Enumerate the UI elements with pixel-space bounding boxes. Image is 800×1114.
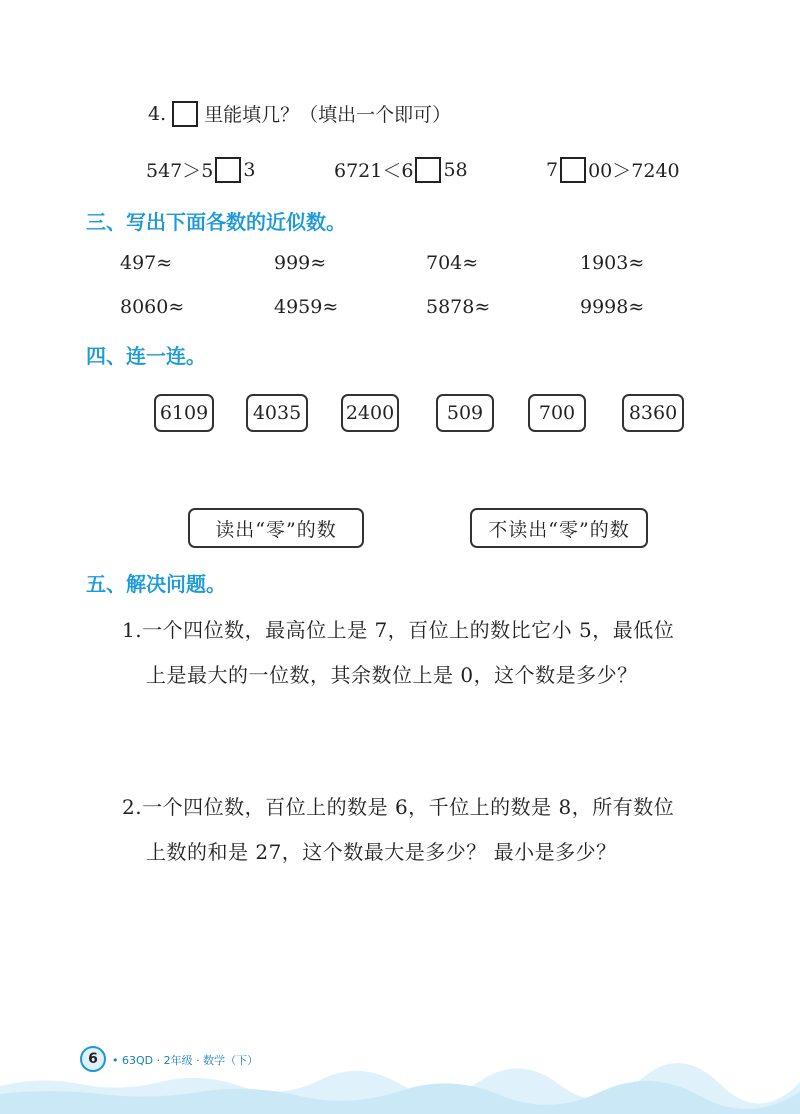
problem-2 xyxy=(122,785,674,875)
approx-item: 999≈ xyxy=(274,252,327,274)
problem-2-line2: 上数的和是 27，这个数最大是多少？ 最小是多少？ xyxy=(146,840,617,864)
q4-item-1-blank[interactable] xyxy=(215,157,241,183)
number-card[interactable]: 6109 xyxy=(154,394,214,432)
q4-item-2-after: 58 xyxy=(443,158,468,181)
q4-item-1 xyxy=(146,156,255,183)
q4-item-2-blank[interactable] xyxy=(415,157,441,183)
q4-item-3-blank[interactable] xyxy=(560,157,586,183)
approx-item: 5878≈ xyxy=(426,296,491,318)
q4-number: 4. xyxy=(148,102,167,125)
approx-item: 704≈ xyxy=(426,252,479,274)
approx-item: 9998≈ xyxy=(580,296,645,318)
footer-label: • 63QD · 2年级 · 数学（下） xyxy=(112,1054,259,1067)
q4-item-1-after: 3 xyxy=(243,158,256,181)
number-card[interactable]: 509 xyxy=(436,394,494,432)
number-card[interactable]: 4035 xyxy=(246,394,308,432)
q4-item-2-before: 6721＜6 xyxy=(334,160,414,182)
approx-item: 1903≈ xyxy=(580,252,645,274)
q4-item-2 xyxy=(334,156,468,183)
category-no-zero[interactable]: 不读出“零”的数 xyxy=(470,508,648,548)
section5-title: 五、解决问题。 xyxy=(86,572,226,596)
q4-item-3 xyxy=(546,156,680,183)
problem-1-line2: 上是最大的一位数，其余数位上是 0，这个数是多少？ xyxy=(146,663,638,687)
q4-item-3-after: 00＞7240 xyxy=(588,160,680,182)
number-card[interactable]: 2400 xyxy=(341,394,399,432)
approx-item: 497≈ xyxy=(120,252,173,274)
number-card[interactable]: 700 xyxy=(528,394,586,432)
blank-box[interactable] xyxy=(172,101,198,127)
number-card[interactable]: 8360 xyxy=(622,394,684,432)
page-number: 6 xyxy=(80,1046,106,1072)
q4-item-1-before: 547＞5 xyxy=(146,160,214,182)
q4-prompt-text: 里能填几？（填出一个即可） xyxy=(204,104,452,126)
section4-title: 四、连一连。 xyxy=(86,344,206,368)
problem-1 xyxy=(122,608,674,698)
problem-1-line1: 1.一个四位数，最高位上是 7，百位上的数比它小 5，最低位 xyxy=(122,618,675,642)
q4-prompt xyxy=(148,100,451,127)
problem-2-line1: 2.一个四位数，百位上的数是 6，千位上的数是 8，所有数位 xyxy=(122,795,675,819)
approx-item: 4959≈ xyxy=(274,296,339,318)
category-reads-zero[interactable]: 读出“零”的数 xyxy=(188,508,364,548)
approx-item: 8060≈ xyxy=(120,296,185,318)
section3-title: 三、写出下面各数的近似数。 xyxy=(86,210,346,234)
q4-item-3-before: 7 xyxy=(546,158,559,181)
